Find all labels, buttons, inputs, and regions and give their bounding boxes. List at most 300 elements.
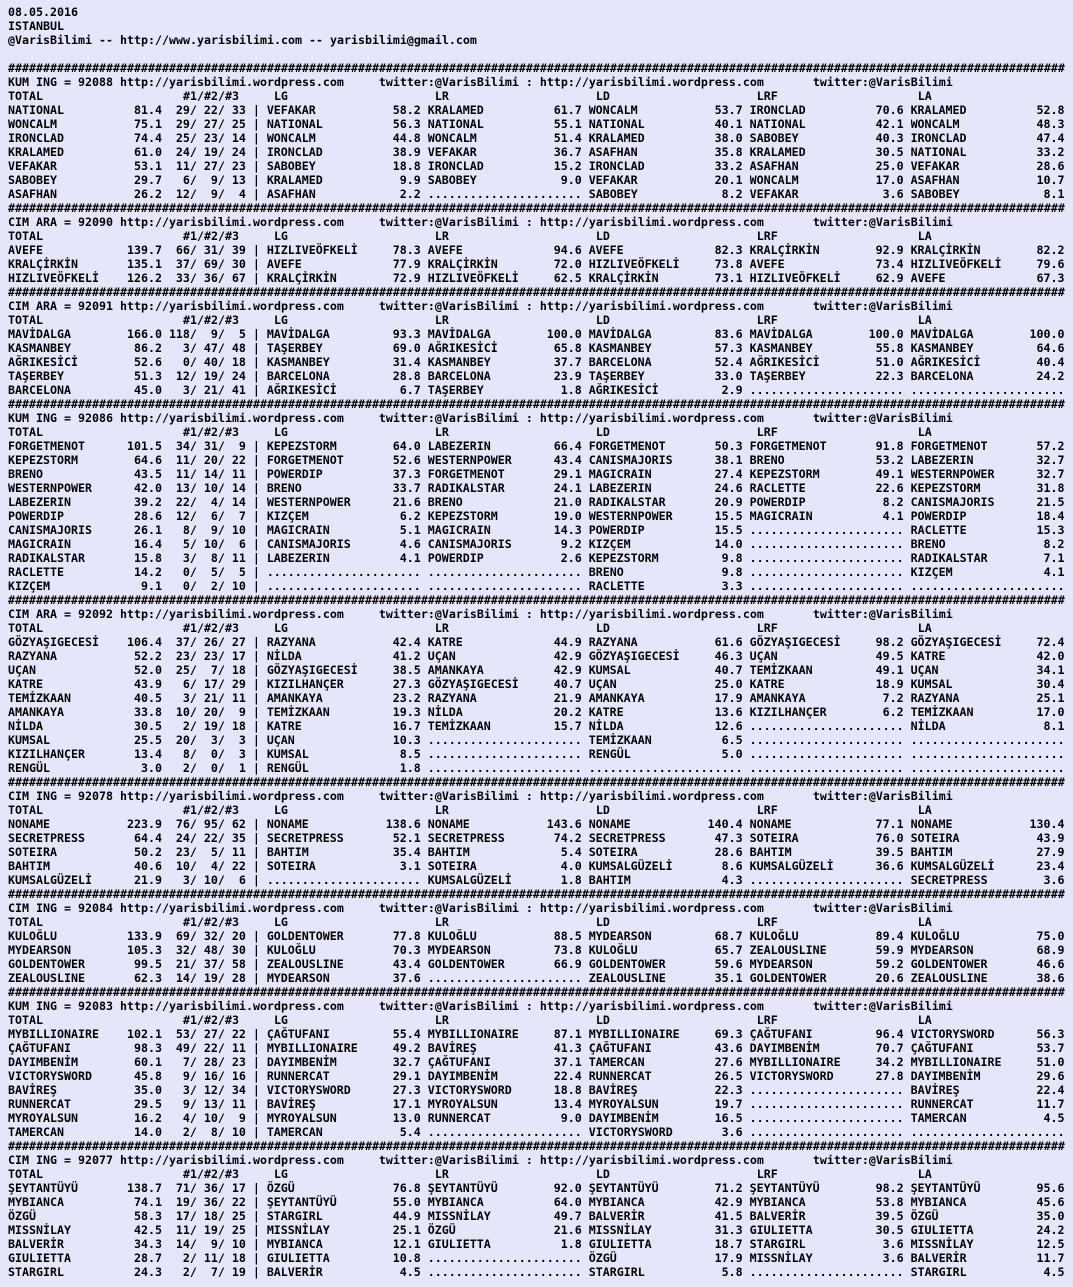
ld-score: 12.6 (714, 719, 743, 733)
slash: / (217, 943, 225, 957)
column-pipe: | (252, 1181, 260, 1195)
la-score: 28.6 (1036, 159, 1065, 173)
second-place-count: 5 (210, 565, 218, 579)
header-ld: LD (595, 89, 610, 103)
horse-name: KATRE (8, 677, 43, 691)
lg-score: 28.8 (392, 369, 421, 383)
lrf-horse-name: TEMİZKAAN (749, 663, 813, 677)
total-score: 40.6 (133, 859, 162, 873)
twitter-handle[interactable]: twitter:@VarisBilimi (812, 299, 953, 313)
header-lg: LG (273, 229, 288, 243)
lrf-score: 49.1 (875, 663, 904, 677)
second-place-count: 9 (210, 327, 218, 341)
la-empty: ...................... (910, 579, 1065, 593)
site-link[interactable]: http://yarisbilimi.wordpress.com (119, 75, 344, 89)
lr-empty: ...................... (427, 747, 582, 761)
first-place-count: 17 (175, 1209, 190, 1223)
column-pipe: | (252, 551, 260, 565)
site-link[interactable]: http://yarisbilimi.wordpress.com (119, 1153, 344, 1167)
column-pipe: | (252, 243, 260, 257)
lg-score: 27.3 (392, 1083, 421, 1097)
ld-horse-name: SECRETPRESS (588, 831, 666, 845)
result-row (8, 467, 1068, 481)
lr-score: 15.2 (553, 159, 582, 173)
ld-horse-name: CANISMAJORIS (588, 453, 673, 467)
third-place-count: 34 (231, 1083, 246, 1097)
twitter-handle[interactable]: twitter:@VarisBilimi (812, 999, 953, 1013)
site-link[interactable]: http://yarisbilimi.wordpress.com (539, 299, 764, 313)
header-total: TOTAL (8, 425, 43, 439)
lrf-horse-name: GÖZYAŞIGECESİ (749, 635, 841, 649)
la-score: 45.6 (1036, 1195, 1065, 1209)
ld-horse-name: HIZLIVEÖFKELİ (588, 257, 680, 271)
lrf-horse-name: WONCALM (749, 173, 799, 187)
slash: / (189, 649, 197, 663)
horse-name: AMANKAYA (8, 705, 64, 719)
twitter-handle[interactable]: twitter:@VarisBilimi (812, 607, 953, 621)
total-score: 35.0 (133, 1083, 162, 1097)
lrf-score: 73.4 (875, 257, 904, 271)
header-lg: LG (273, 1013, 288, 1027)
first-place-count: 37 (175, 257, 190, 271)
slash: / (189, 131, 197, 145)
lrf-score: 27.8 (875, 1069, 904, 1083)
third-place-count: 25 (231, 117, 246, 131)
lr-horse-name: MYBIANCA (427, 1195, 484, 1209)
slash: / (217, 831, 225, 845)
column-pipe: | (252, 1027, 260, 1041)
slash: / (217, 579, 225, 593)
slash: / (217, 761, 225, 775)
first-place-count: 3 (182, 1083, 190, 1097)
ld-score: 18.7 (714, 1237, 743, 1251)
lg-horse-name: KIZÇEM (266, 509, 309, 523)
slash: / (217, 663, 225, 677)
site-link[interactable]: http://yarisbilimi.wordpress.com (539, 411, 764, 425)
la-empty: ...................... (910, 761, 1065, 775)
lg-horse-name: AĞRIKESİCİ (266, 383, 337, 397)
lrf-empty: ...................... (749, 383, 904, 397)
lr-horse-name: RAZYANA (427, 691, 477, 705)
lrf-horse-name: ÇAĞTUFANI (749, 1027, 813, 1041)
lr-score: 4.0 (560, 859, 582, 873)
ld-score: 15.5 (714, 523, 743, 537)
lg-horse-name: SOTEIRA (266, 859, 316, 873)
ld-score: 17.9 (714, 1251, 743, 1265)
second-place-count: 23 (203, 649, 218, 663)
first-place-count: 33 (175, 271, 190, 285)
horse-name: KIZILHANÇER (8, 747, 85, 761)
separator-line: ####################################################################################################################################################### (8, 1139, 1065, 1153)
slash: / (217, 873, 225, 887)
first-place-count: 3 (182, 551, 190, 565)
race-title: CIM ARA = 92092 (8, 607, 113, 621)
horse-name: BALVERİR (8, 1237, 64, 1251)
ld-score: 3.6 (721, 1125, 743, 1139)
horse-name: ASAFHAN (8, 187, 57, 201)
column-pipe: | (252, 845, 260, 859)
header-la: LA (917, 229, 932, 243)
lrf-empty: ...................... (749, 565, 904, 579)
la-empty: ...................... (910, 733, 1065, 747)
first-place-count: 8 (182, 523, 190, 537)
lr-score: 61.7 (553, 103, 582, 117)
total-score: 133.9 (126, 929, 162, 943)
lr-score: 37.7 (553, 355, 582, 369)
first-place-count: 7 (182, 1055, 190, 1069)
header-lg: LG (273, 1167, 288, 1181)
column-pipe: | (252, 649, 260, 663)
first-place-count: 14 (175, 971, 190, 985)
race-title: KUM ING = 92086 (8, 411, 113, 425)
lr-score: 40.7 (553, 677, 582, 691)
lr-horse-name: POWERDIP (427, 551, 484, 565)
lrf-score: 49.1 (875, 467, 904, 481)
result-row (8, 957, 1068, 971)
lr-score: 19.0 (553, 509, 582, 523)
la-horse-name: KRALAMED (910, 103, 967, 117)
first-place-count: 3 (182, 873, 190, 887)
header-places: #1/#2/#3 (182, 1013, 239, 1027)
total-score: 52.6 (133, 355, 162, 369)
result-row (8, 355, 1068, 369)
result-row (8, 761, 1068, 775)
twitter-handle[interactable]: twitter:@VarisBilimi (378, 299, 519, 313)
total-score: 45.0 (133, 383, 162, 397)
twitter-handle[interactable]: twitter:@VarisBilimi (812, 75, 953, 89)
separator-line: ####################################################################################################################################################### (8, 985, 1065, 999)
result-row (8, 537, 1068, 551)
first-place-count: 22 (175, 495, 190, 509)
second-place-count: 21 (203, 691, 218, 705)
result-row (8, 677, 1068, 691)
horse-name: ÇAĞTUFANI (8, 1041, 71, 1055)
lrf-score: 3.6 (882, 1237, 904, 1251)
horse-name: MAGICRAIN (8, 537, 71, 551)
site-link[interactable]: http://yarisbilimi.wordpress.com (539, 607, 764, 621)
la-score: 23.4 (1036, 859, 1065, 873)
race-title-line (8, 411, 1068, 425)
la-score: 43.9 (1036, 831, 1065, 845)
lg-horse-name: RUNNERCAT (266, 1069, 330, 1083)
slash: / (217, 1251, 225, 1265)
first-place-count: 3 (182, 691, 190, 705)
lrf-score: 96.4 (875, 1027, 904, 1041)
result-row (8, 817, 1068, 831)
first-place-count: 76 (175, 817, 190, 831)
race-title: KUM ING = 92088 (8, 75, 113, 89)
horse-name: ÖZGÜ (8, 1209, 36, 1223)
slash: / (189, 957, 197, 971)
lrf-score: 70.7 (875, 1041, 904, 1055)
lrf-horse-name: KRALÇİRKİN (749, 243, 820, 257)
la-score: 22.4 (1036, 1083, 1065, 1097)
result-row (8, 1209, 1068, 1223)
total-score: 29.7 (133, 173, 162, 187)
first-place-count: 49 (175, 1041, 190, 1055)
site-link[interactable]: http://yarisbilimi.wordpress.com (539, 75, 764, 89)
twitter-handle[interactable]: twitter:@VarisBilimi (812, 411, 953, 425)
site-link[interactable]: http://yarisbilimi.wordpress.com (539, 901, 764, 915)
column-pipe: | (252, 635, 260, 649)
site-link[interactable]: http://yarisbilimi.wordpress.com (119, 607, 344, 621)
la-horse-name: MYDEARSON (910, 943, 974, 957)
la-score: 27.9 (1036, 845, 1065, 859)
lrf-horse-name: MISSNİLAY (749, 1251, 813, 1265)
ld-horse-name: MISSNİLAY (588, 1223, 652, 1237)
lrf-score: 22.6 (875, 481, 904, 495)
la-horse-name: WESTERNPOWER (910, 467, 995, 481)
second-place-count: 31 (203, 439, 218, 453)
total-score: 98.3 (133, 1041, 162, 1055)
lg-score: 17.1 (392, 1097, 421, 1111)
column-header-line (8, 229, 1068, 243)
column-pipe: | (252, 383, 260, 397)
la-score: 46.6 (1036, 957, 1065, 971)
second-place-count: 7 (210, 663, 218, 677)
ld-score: 35.8 (714, 145, 743, 159)
ld-score: 42.9 (714, 1195, 743, 1209)
lrf-score: 51.0 (875, 355, 904, 369)
first-place-count: 23 (175, 845, 190, 859)
la-score: 15.3 (1036, 523, 1065, 537)
site-link[interactable]: http://yarisbilimi.wordpress.com (119, 789, 344, 803)
ld-horse-name: RUNNERCAT (588, 1069, 652, 1083)
lrf-score: 22.3 (875, 369, 904, 383)
lg-score: 38.9 (392, 145, 421, 159)
ld-score: 53.7 (714, 103, 743, 117)
slash: / (217, 509, 225, 523)
site-link[interactable]: http://yarisbilimi.wordpress.com (119, 299, 344, 313)
la-score: 29.6 (1036, 1069, 1065, 1083)
lg-score: 10.3 (392, 733, 421, 747)
la-score: 32.7 (1036, 453, 1065, 467)
total-score: 40.5 (133, 691, 162, 705)
lg-horse-name: SABOBEY (266, 159, 316, 173)
second-place-count: 40 (203, 355, 218, 369)
site-link[interactable]: http://yarisbilimi.wordpress.com (119, 411, 344, 425)
result-row (8, 257, 1068, 271)
column-pipe: | (252, 1125, 260, 1139)
header-lg: LG (273, 425, 288, 439)
colon-separator: : (525, 789, 533, 803)
lg-horse-name: ÖZGÜ (266, 1181, 295, 1195)
third-place-count: 48 (231, 341, 246, 355)
la-score: 8.2 (1043, 537, 1065, 551)
lg-score: 44.9 (392, 1209, 421, 1223)
third-place-count: 9 (238, 1111, 246, 1125)
second-place-count: 9 (210, 1237, 218, 1251)
lr-score: 15.7 (553, 719, 582, 733)
result-row (8, 1041, 1068, 1055)
twitter-handle[interactable]: twitter:@VarisBilimi (378, 999, 519, 1013)
slash: / (189, 1055, 197, 1069)
second-place-count: 9 (210, 523, 218, 537)
la-horse-name: BALVERİR (910, 1251, 967, 1265)
lg-horse-name: ÇAĞTUFANI (266, 1027, 330, 1041)
la-score: 4.5 (1043, 1111, 1065, 1125)
horse-name: UÇAN (8, 663, 36, 677)
slash: / (189, 481, 197, 495)
lrf-score: 98.2 (875, 1181, 904, 1195)
result-row (8, 635, 1068, 649)
slash: / (189, 1265, 197, 1279)
first-place-count: 23 (175, 649, 190, 663)
lr-score: 94.6 (553, 243, 582, 257)
site-link[interactable]: http://yarisbilimi.wordpress.com (539, 789, 764, 803)
total-score: 126.2 (126, 271, 162, 285)
site-link[interactable]: http://yarisbilimi.wordpress.com (119, 999, 344, 1013)
column-pipe: | (252, 929, 260, 943)
result-row (8, 187, 1068, 201)
lg-horse-name: KASMANBEY (266, 355, 330, 369)
slash: / (217, 439, 225, 453)
lg-score: 77.8 (392, 929, 421, 943)
twitter-handle[interactable]: twitter:@VarisBilimi (812, 215, 953, 229)
lg-score: 56.3 (392, 117, 421, 131)
la-empty: ...................... (910, 747, 1065, 761)
ld-horse-name: TAŞERBEY (588, 369, 645, 383)
lg-score: 29.1 (392, 1069, 421, 1083)
site-link[interactable]: http://yarisbilimi.wordpress.com (539, 1153, 764, 1167)
column-pipe: | (252, 327, 260, 341)
third-place-count: 33 (231, 103, 246, 117)
la-score: 57.2 (1036, 439, 1065, 453)
lr-empty: ...................... (427, 971, 582, 985)
la-score: 72.4 (1036, 635, 1065, 649)
third-place-count: 24 (231, 145, 246, 159)
lg-horse-name: ASAFHAN (266, 187, 316, 201)
site-link[interactable]: http://yarisbilimi.wordpress.com (539, 999, 764, 1013)
race-title-line (8, 75, 1068, 89)
race-section (8, 775, 1068, 887)
twitter-handle[interactable]: twitter:@VarisBilimi (378, 75, 519, 89)
lr-horse-name: GÖZYAŞIGECESİ (427, 677, 519, 691)
column-pipe: | (252, 187, 260, 201)
column-header-line (8, 1013, 1068, 1027)
twitter-handle[interactable]: twitter:@VarisBilimi (378, 607, 519, 621)
header-la: LA (917, 803, 932, 817)
twitter-handle[interactable]: twitter:@VarisBilimi (378, 1153, 519, 1167)
la-horse-name: NATIONAL (910, 145, 967, 159)
twitter-handle[interactable]: twitter:@VarisBilimi (378, 901, 519, 915)
la-horse-name: KASMANBEY (910, 341, 974, 355)
ld-score: 9.8 (721, 551, 743, 565)
first-place-count: 11 (175, 1223, 190, 1237)
twitter-handle[interactable]: twitter:@VarisBilimi (378, 215, 519, 229)
first-place-count: 24 (175, 831, 190, 845)
lg-score: 31.4 (392, 355, 421, 369)
third-place-count: 18 (231, 663, 246, 677)
header-la: LA (917, 621, 932, 635)
site-link[interactable]: http://yarisbilimi.wordpress.com (119, 215, 344, 229)
horse-name: RADIKALSTAR (8, 551, 85, 565)
third-place-count: 22 (231, 1195, 246, 1209)
slash: / (217, 1097, 225, 1111)
slash: / (217, 859, 225, 873)
race-section (8, 593, 1068, 775)
lg-score: 52.6 (392, 453, 421, 467)
twitter-handle[interactable]: twitter:@VarisBilimi (812, 789, 953, 803)
result-row (8, 1097, 1068, 1111)
lrf-horse-name: AVEFE (749, 257, 785, 271)
total-score: 3.0 (140, 761, 162, 775)
lg-score: 6.2 (399, 509, 421, 523)
header-lr: LR (434, 229, 449, 243)
third-place-count: 30 (231, 257, 246, 271)
lg-horse-name: ZEALOUSLINE (266, 957, 344, 971)
twitter-handle[interactable]: twitter:@VarisBilimi (378, 789, 519, 803)
lr-horse-name: WESTERNPOWER (427, 453, 512, 467)
race-section (8, 887, 1068, 985)
lrf-empty: ...................... (749, 747, 904, 761)
slash: / (189, 537, 197, 551)
lg-score: 93.3 (392, 327, 421, 341)
first-place-count: 2 (182, 761, 190, 775)
result-row (8, 103, 1068, 117)
slash: / (189, 1069, 197, 1083)
lr-horse-name: LABEZERIN (427, 439, 491, 453)
twitter-handle[interactable]: twitter:@VarisBilimi (812, 901, 953, 915)
lg-horse-name: FORGETMENOT (266, 453, 344, 467)
third-place-count: 6 (238, 873, 246, 887)
first-place-count: 118 (168, 327, 190, 341)
slash: / (217, 383, 225, 397)
column-pipe: | (252, 859, 260, 873)
header-lr: LR (434, 1167, 449, 1181)
column-pipe: | (252, 663, 260, 677)
lrf-score: 98.2 (875, 635, 904, 649)
header-lrf: LRF (756, 89, 778, 103)
twitter-handle[interactable]: twitter:@VarisBilimi (812, 1153, 953, 1167)
site-link[interactable]: http://yarisbilimi.wordpress.com (119, 901, 344, 915)
total-score: 26.1 (133, 523, 162, 537)
column-pipe: | (252, 957, 260, 971)
header-total: TOTAL (8, 1167, 43, 1181)
lr-score: 65.8 (553, 341, 582, 355)
la-horse-name: SECRETPRESS (910, 873, 988, 887)
ld-horse-name: KRALÇİRKİN (588, 271, 659, 285)
second-place-count: 37 (203, 957, 218, 971)
twitter-handle[interactable]: twitter:@VarisBilimi (378, 411, 519, 425)
la-score: 100.0 (1029, 327, 1065, 341)
third-place-count: 11 (231, 551, 246, 565)
result-row (8, 369, 1068, 383)
header-lg: LG (273, 803, 288, 817)
result-row (8, 1069, 1068, 1083)
lr-horse-name: SECRETPRESS (427, 831, 505, 845)
lrf-empty: ...................... (749, 1111, 904, 1125)
ld-score: 9.8 (721, 565, 743, 579)
slash: / (217, 481, 225, 495)
second-place-count: 10 (203, 1111, 218, 1125)
site-link[interactable]: http://yarisbilimi.wordpress.com (539, 215, 764, 229)
la-horse-name: UÇAN (910, 663, 939, 677)
ld-horse-name: AVEFE (588, 243, 624, 257)
lr-score: 64.0 (553, 1195, 582, 1209)
second-place-count: 10 (203, 537, 218, 551)
first-place-count: 4 (182, 1111, 190, 1125)
lrf-empty: ...................... (749, 1125, 904, 1139)
slash: / (189, 355, 197, 369)
second-place-count: 27 (203, 117, 218, 131)
lg-score: 33.7 (392, 481, 421, 495)
third-place-count: 58 (231, 957, 246, 971)
slash: / (189, 1083, 197, 1097)
result-row (8, 831, 1068, 845)
ld-score: 40.7 (714, 663, 743, 677)
ld-score: 73.1 (714, 271, 743, 285)
